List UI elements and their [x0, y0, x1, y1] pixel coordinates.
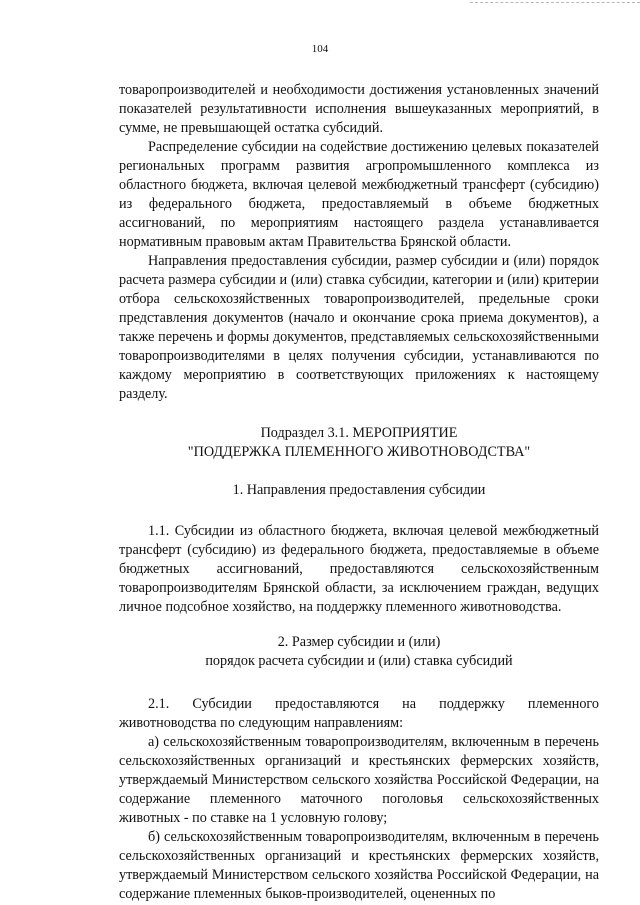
- section-2-heading-line1: 2. Размер субсидии и (или): [277, 634, 441, 650]
- list-item-a: а) сельскохозяйственным товаропроизводителям, включенным в перечень сельскохозяйственных организаций и крестьянских фермерских хозяйств, утверждаемый Министерством сельского хозяйства Российской Федерации, на содержание племенного маточного поголовья сельскохозяйственных животных - по ставке на 1 условную голову;: [119, 734, 599, 826]
- paragraph-1-1: 1.1. Субсидии из областного бюджета, включая целевой межбюджетный трансферт (субсидию) из федерального бюджета, предоставляемые в объеме бюджетных ассигнований, предоставляются сельскохозяйственным товаропроизводителям Брянской области, за исключением граждан, ведущих личное подсобное хозяйство, на поддержку племенного животноводства.: [119, 523, 599, 615]
- subsection-title: [119, 424, 599, 462]
- paragraph-continuation: товаропроизводителей и необходимости достижения установленных значений показателей результативности исполнения вышеуказанных мероприятий, в сумме, не превышающей остатка субсидий.: [119, 82, 599, 136]
- paragraph-distribution: Распределение субсидии на содействие достижению целевых показателей региональных программ развития агропромышленного комплекса из областного бюджета, включая целевой межбюджетный трансферт (субсидию) из федерального бюджета, предоставляемый в объеме бюджетных ассигнований, по мероприятиям настоящего раздела устанавливается нормативным правовым актам Правительства Брянской области.: [119, 139, 599, 250]
- page-number: 104: [311, 43, 329, 55]
- scan-artifact-line: [470, 2, 640, 4]
- paragraph-2-1: 2.1. Субсидии предоставляются на поддержку племенного животноводства по следующим направлениям:: [119, 696, 599, 731]
- section-2-heading: [119, 633, 599, 671]
- paragraph-directions: Направления предоставления субсидии, размер субсидии и (или) порядок расчета размера субсидии и (или) ставка субсидии, категории и (или) критерии отбора сельскохозяйственных товаропроизводителей, предельные сроки представления документов (начало и окончание срока приема документов), а также перечень и формы документов, представляемых сельскохозяйственными товаропроизводителями в целях получения субсидии, устанавливаются по каждому мероприятию в соответствующих приложениях к настоящему разделу.: [119, 253, 599, 402]
- subsection-title-line2: "ПОДДЕРЖКА ПЛЕМЕННОГО ЖИВОТНОВОДСТВА": [187, 444, 531, 460]
- document-body: [119, 81, 599, 904]
- list-item-b: б) сельскохозяйственным товаропроизводителям, включенным в перечень сельскохозяйственных организаций и крестьянских фермерских хозяйств, утверждаемый Министерством сельского хозяйства Российской Федерации, на содержание племенных быков-производителей, оцененных по: [119, 829, 599, 902]
- subsection-title-line1: Подраздел 3.1. МЕРОПРИЯТИЕ: [260, 425, 458, 441]
- section-1-heading: 1. Направления предоставления субсидии: [232, 482, 486, 498]
- section-2-heading-line2: порядок расчета субсидии и (или) ставка субсидий: [205, 653, 513, 669]
